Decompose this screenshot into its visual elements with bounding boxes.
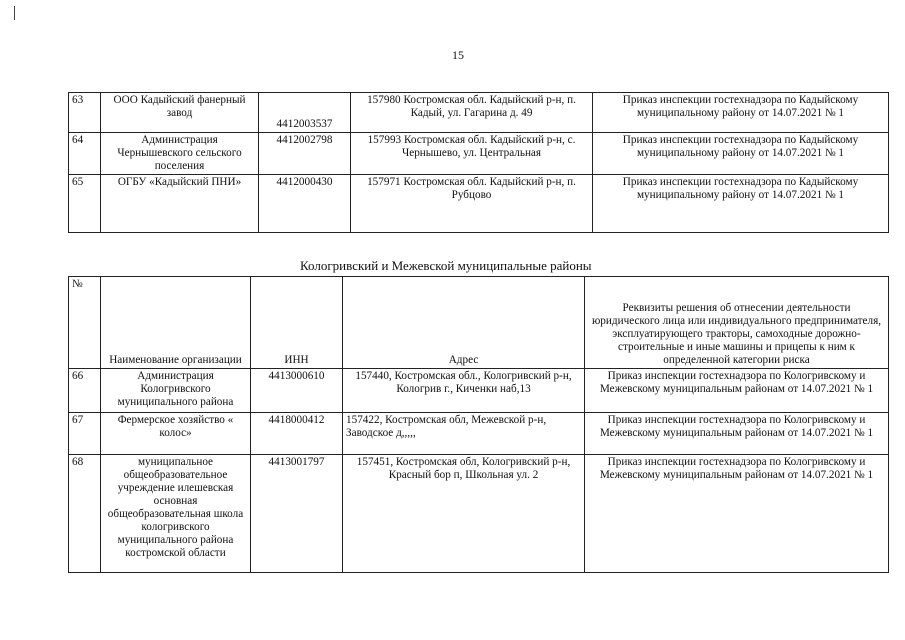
scan-artifact-line	[14, 6, 15, 20]
row-number: 63	[69, 93, 101, 133]
header-decision: Реквизиты решения об отнесении деятельности юридического лица или индивидуального предпринимателя, эксплуатирующего тракторы, самоходные дорожно-строительные и иные машины и прицепы к ним к определенной категории риска	[585, 277, 889, 369]
organization-name: ОГБУ «Кадыйский ПНИ»	[101, 175, 259, 233]
organizations-table-kologriv	[68, 276, 889, 573]
organization-name: Администрация Чернышевского сельского поселения	[101, 133, 259, 175]
address-value: 157980 Костромская обл. Кадыйский р-н, п. Кадый, ул. Гагарина д. 49	[351, 93, 593, 133]
decision-value: Приказ инспекции гостехнадзора по Кадыйскому муниципальному району от 14.07.2021 № 1	[593, 93, 889, 133]
decision-value: Приказ инспекции гостехнадзора по Кадыйскому муниципальному району от 14.07.2021 № 1	[593, 133, 889, 175]
section-title: Кологривский и Межевской муниципальные районы	[300, 258, 592, 273]
header-organization-name: Наименование организации	[101, 277, 251, 369]
row-number: 64	[69, 133, 101, 175]
row-number: 67	[69, 413, 101, 455]
address-value: 157422, Костромская обл, Межевской р-н, Заводское д,,,,,	[343, 413, 585, 455]
organizations-table-kadyi	[68, 92, 889, 233]
table-header-row	[69, 277, 889, 369]
page-number: 15	[452, 48, 464, 62]
inn-value: 4413000610	[251, 369, 343, 413]
table-row	[69, 369, 889, 413]
header-number: №	[69, 277, 101, 369]
address-value: 157971 Костромская обл. Кадыйский р-н, п. Рубцово	[351, 175, 593, 233]
address-value: 157440, Костромская обл., Кологривский р-н, Кологрив г., Киченки наб,13	[343, 369, 585, 413]
decision-value: Приказ инспекции гостехнадзора по Кологривскому и Межевскому муниципальным районам от 14.07.2021 № 1	[585, 369, 889, 413]
organization-name: Администрация Кологривского муниципального района	[101, 369, 251, 413]
header-inn: ИНН	[251, 277, 343, 369]
organization-name: муниципальное общеобразовательное учреждение илешевская основная общеобразовательная школа кологривского муниципального района костромской области	[101, 455, 251, 573]
row-number: 65	[69, 175, 101, 233]
decision-value: Приказ инспекции гостехнадзора по Кологривскому и Межевскому муниципальным районам от 14.07.2021 № 1	[585, 455, 889, 573]
decision-value: Приказ инспекции гостехнадзора по Кологривскому и Межевскому муниципальным районам от 14.07.2021 № 1	[585, 413, 889, 455]
address-value: 157993 Костромская обл. Кадыйский р-н, с. Чернышево, ул. Центральная	[351, 133, 593, 175]
header-address: Адрес	[343, 277, 585, 369]
row-number: 66	[69, 369, 101, 413]
organization-name: ООО Кадыйский фанерный завод	[101, 93, 259, 133]
address-value: 157451, Костромская обл, Кологривский р-н, Красный бор п, Школьная ул. 2	[343, 455, 585, 573]
inn-value: 4412000430	[259, 175, 351, 233]
inn-value: 4413001797	[251, 455, 343, 573]
organization-name: Фермерское хозяйство « колос»	[101, 413, 251, 455]
inn-value: 4418000412	[251, 413, 343, 455]
table-row	[69, 455, 889, 573]
decision-value: Приказ инспекции гостехнадзора по Кадыйскому муниципальному району от 14.07.2021 № 1	[593, 175, 889, 233]
row-number: 68	[69, 455, 101, 573]
inn-value: 4412002798	[259, 133, 351, 175]
table-row	[69, 93, 889, 133]
inn-value: 4412003537	[259, 93, 351, 133]
table-row	[69, 133, 889, 175]
table-row	[69, 413, 889, 455]
table-row	[69, 175, 889, 233]
